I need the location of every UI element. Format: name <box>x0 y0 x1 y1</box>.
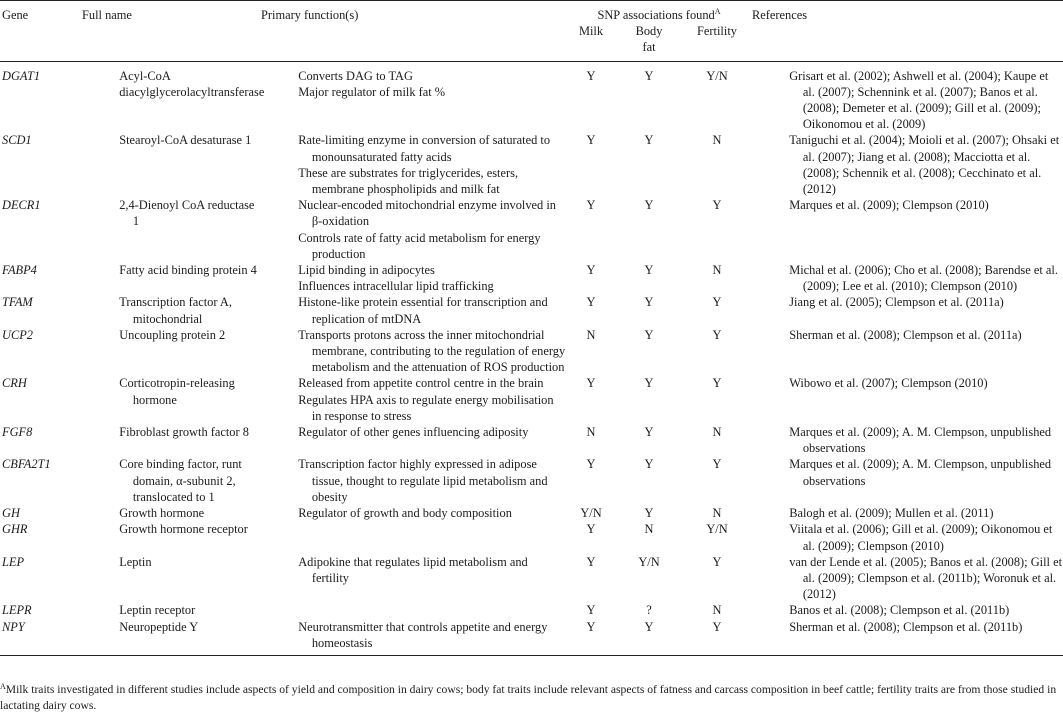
snp-body-fat: Y <box>644 506 654 521</box>
references <box>752 456 1063 505</box>
references-line: Marques et al. (2009); Clempson (2010) <box>789 198 989 213</box>
primary-function-line: Converts DAG to TAG <box>298 68 413 83</box>
primary-function <box>261 61 566 132</box>
gene-full-name-line: Growth hormone receptor <box>119 522 248 537</box>
references <box>752 619 1063 656</box>
table-row <box>0 327 1063 376</box>
primary-function-line: Influences intracellular lipid trafficking <box>298 279 494 294</box>
primary-function <box>261 521 566 553</box>
header-references: References <box>752 8 808 22</box>
references-line: Taniguchi et al. (2004); Moioli et al. (2007); Ohsaki et al. (2007); Jiang et al. (2008); Macciotta et al. (2008); Schennik et al. (2008); Cecchinato et al. (2012) <box>789 133 1060 197</box>
snp-fertility: Y <box>712 619 722 634</box>
primary-function-line: Regulator of other genes influencing adiposity <box>298 425 529 440</box>
gene-full-name-line: Fatty acid binding protein 4 <box>119 263 257 278</box>
gene-full-name <box>82 619 261 656</box>
gene-symbol: UCP2 <box>2 327 33 342</box>
references-line: Viitala et al. (2006); Gill et al. (2009); Oikonomou et al. (2009); Clempson (2010) <box>789 522 1053 553</box>
snp-milk: Y <box>586 295 596 310</box>
snp-fertility: N <box>712 506 722 521</box>
table-row <box>0 197 1063 262</box>
gene-full-name <box>82 132 261 197</box>
snp-fertility: Y/N <box>706 522 728 537</box>
header-body-fat-line1: Body <box>635 24 663 39</box>
references <box>752 61 1063 132</box>
references <box>752 294 1063 326</box>
gene-full-name <box>82 521 261 553</box>
gene-full-name <box>82 294 261 326</box>
references <box>752 327 1063 376</box>
table-row <box>0 456 1063 505</box>
table-row <box>0 262 1063 294</box>
gene-full-name-line: Growth hormone <box>119 506 205 521</box>
table-row <box>0 619 1063 656</box>
references <box>752 602 1063 618</box>
snp-body-fat: ? <box>646 603 652 618</box>
header-snp-footnote-mark: A <box>714 7 721 16</box>
gene-symbol: NPY <box>2 619 25 634</box>
table-row <box>0 505 1063 521</box>
references <box>752 424 1063 456</box>
primary-function-line: Rate-limiting enzyme in conversion of saturated to monounsaturated fatty acids <box>298 133 551 164</box>
snp-body-fat: Y <box>644 133 654 148</box>
primary-function <box>261 554 566 603</box>
primary-function-line: Released from appetite control centre in the brain <box>298 376 544 391</box>
primary-function <box>261 327 566 376</box>
snp-fertility: N <box>712 425 722 440</box>
table-row <box>0 375 1063 424</box>
snp-milk: Y <box>586 522 596 537</box>
primary-function <box>261 197 566 262</box>
gene-symbol: GHR <box>2 522 28 537</box>
gene-full-name-line: Stearoyl-CoA desaturase 1 <box>119 133 252 148</box>
header-milk: Milk <box>578 24 604 39</box>
gene-full-name-line: Transcription factor A, mitochondrial <box>119 295 232 326</box>
gene-full-name-line: 2,4-Dienoyl CoA reductase 1 <box>119 198 255 229</box>
gene-symbol: DGAT1 <box>2 68 41 83</box>
header-fertility: Fertility <box>697 24 737 39</box>
gene-full-name-line: diacylglycerolacyltransferase <box>119 84 265 99</box>
references-line: Marques et al. (2009); A. M. Clempson, unpublished observations <box>789 457 1052 488</box>
primary-function <box>261 424 566 456</box>
gene-symbol: LEPR <box>2 603 32 618</box>
snp-body-fat: Y/N <box>638 554 660 569</box>
primary-function <box>261 619 566 656</box>
references <box>752 375 1063 424</box>
primary-function-line: Neurotransmitter that controls appetite and energy homeostasis <box>298 619 548 650</box>
table-row <box>0 602 1063 618</box>
gene-symbol: TFAM <box>2 295 33 310</box>
snp-fertility: Y <box>712 327 722 342</box>
snp-fertility: Y/N <box>706 68 728 83</box>
primary-function-line: These are substrates for triglycerides, esters, membrane phospholipids and milk fat <box>298 165 519 197</box>
gene-full-name-line: Leptin <box>119 554 152 569</box>
snp-body-fat: Y <box>644 263 654 278</box>
snp-milk: Y <box>586 603 596 618</box>
gene-full-name-line: Core binding factor, runt domain, α-subunit 2, translocated to 1 <box>119 457 242 504</box>
primary-function-line: Regulator of growth and body composition <box>298 506 512 521</box>
gene-full-name-line: Fibroblast growth factor 8 <box>119 425 249 440</box>
gene-full-name-line: Acyl-CoA <box>119 68 171 83</box>
footnote-text: Milk traits investigated in different studies include aspects of yield and composition in dairy cows; body fat traits include relevant aspects of fatness and carcass composition in beef cattle; fertility traits are from those studied in lactating dairy cows. <box>0 683 1057 712</box>
gene-full-name-line: Leptin receptor <box>119 603 196 618</box>
gene-symbol: SCD1 <box>2 133 32 148</box>
table-row <box>0 132 1063 197</box>
table-row <box>0 424 1063 456</box>
snp-milk: Y <box>586 554 596 569</box>
gene-symbol: FABP4 <box>2 263 37 278</box>
table-row <box>0 61 1063 132</box>
references <box>752 262 1063 294</box>
references <box>752 554 1063 603</box>
primary-function <box>261 456 566 505</box>
snp-body-fat: Y <box>644 295 654 310</box>
gene-full-name <box>82 197 261 262</box>
snp-milk: Y <box>586 198 596 213</box>
primary-function <box>261 262 566 294</box>
snp-milk: Y <box>586 376 596 391</box>
gene-full-name <box>82 375 261 424</box>
table-header <box>0 1 1063 62</box>
snp-milk: Y <box>586 133 596 148</box>
gene-full-name-line: Corticotropin-releasing hormone <box>119 376 235 407</box>
gene-symbol: CRH <box>2 376 27 391</box>
table-row <box>0 554 1063 603</box>
gene-full-name <box>82 602 261 618</box>
gene-symbol: GH <box>2 506 20 521</box>
primary-function <box>261 602 566 618</box>
snp-body-fat: Y <box>644 376 654 391</box>
references <box>752 197 1063 262</box>
references-line: van der Lende et al. (2005); Banos et al. (2008); Gill et al. (2009); Clempson et al. (2011b); Woronuk et al. (2012) <box>789 554 1063 602</box>
table-footnote <box>0 682 1063 713</box>
snp-body-fat: N <box>644 522 654 537</box>
primary-function-line: Adipokine that regulates lipid metabolism and fertility <box>298 554 528 585</box>
snp-milk: Y <box>586 68 596 83</box>
header-body-fat-line2: fat <box>642 40 656 55</box>
table-body <box>0 61 1063 655</box>
footnote-mark: A <box>0 682 6 691</box>
gene-full-name <box>82 456 261 505</box>
snp-milk: Y <box>586 619 596 634</box>
primary-function <box>261 375 566 424</box>
gene-full-name <box>82 327 261 376</box>
references-line: Grisart et al. (2002); Ashwell et al. (2004); Kaupe et al. (2007); Schennink et al. (2007); Banos et al. (2008); Demeter et al. (2009); Gill et al. (2009); Oikonomou et al. (2009) <box>789 68 1049 132</box>
references-line: Jiang et al. (2005); Clempson et al. (2011a) <box>789 295 1004 310</box>
primary-function-line: Histone-like protein essential for transcription and replication of mtDNA <box>298 295 548 326</box>
gene-full-name <box>82 424 261 456</box>
gene-full-name-line: Uncoupling protein 2 <box>119 327 226 342</box>
references-line: Wibowo et al. (2007); Clempson (2010) <box>789 376 988 391</box>
primary-function <box>261 505 566 521</box>
snp-fertility: Y <box>712 295 722 310</box>
references-line: Marques et al. (2009); A. M. Clempson, unpublished observations <box>789 425 1052 456</box>
primary-function-line: Transports protons across the inner mitochondrial membrane, contributing to the regulation of energy metabolism and the attenuation of ROS production <box>298 327 566 375</box>
header-body-fat <box>616 23 682 61</box>
primary-function <box>261 294 566 326</box>
header-snp-associations <box>566 1 752 24</box>
table-row <box>0 521 1063 553</box>
gene-symbol: LEP <box>2 554 25 569</box>
snp-fertility: N <box>712 133 722 148</box>
snp-milk: Y <box>586 457 596 472</box>
gene-full-name <box>82 262 261 294</box>
primary-function-line: Regulates HPA axis to regulate energy mobilisation in response to stress <box>298 392 554 423</box>
primary-function-line: Transcription factor highly expressed in adipose tissue, thought to regulate lipid metabolism and obesity <box>298 457 548 504</box>
gene-full-name <box>82 505 261 521</box>
header-primary-function: Primary function(s) <box>261 8 359 22</box>
references <box>752 505 1063 521</box>
primary-function <box>261 132 566 197</box>
header-snp-label: SNP associations found <box>597 8 715 22</box>
snp-body-fat: Y <box>644 619 654 634</box>
snp-fertility: N <box>712 263 722 278</box>
snp-fertility: N <box>712 603 722 618</box>
snp-body-fat: Y <box>644 68 654 83</box>
primary-function-line: Controls rate of fatty acid metabolism for energy production <box>298 230 541 261</box>
references <box>752 521 1063 553</box>
references-line: Sherman et al. (2008); Clempson et al. (2011b) <box>789 619 1023 634</box>
primary-function-line: Lipid binding in adipocytes <box>298 263 435 278</box>
header-gene: Gene <box>2 8 29 22</box>
snp-body-fat: Y <box>644 198 654 213</box>
references-line: Michal et al. (2006); Cho et al. (2008); Barendse et al. (2009); Lee et al. (2010); Clempson (2010) <box>789 263 1058 294</box>
gene-symbol: FGF8 <box>2 425 33 440</box>
snp-fertility: Y <box>712 376 722 391</box>
snp-milk: N <box>586 327 596 342</box>
snp-body-fat: Y <box>644 327 654 342</box>
snp-fertility: Y <box>712 554 722 569</box>
gene-full-name <box>82 61 265 132</box>
snp-milk: Y <box>586 263 596 278</box>
snp-fertility: Y <box>712 457 722 472</box>
header-full-name: Full name <box>82 8 132 22</box>
primary-function-line: Major regulator of milk fat % <box>298 84 446 99</box>
gene-symbol: DECR1 <box>2 198 41 213</box>
gene-symbol: CBFA2T1 <box>2 457 51 472</box>
references-line: Banos et al. (2008); Clempson et al. (2011b) <box>789 603 1010 618</box>
references-line: Balogh et al. (2009); Mullen et al. (2011) <box>789 506 994 521</box>
snp-milk: Y/N <box>580 506 602 521</box>
snp-body-fat: Y <box>644 425 654 440</box>
snp-milk: N <box>586 425 596 440</box>
table-row <box>0 294 1063 326</box>
gene-full-name-line: Neuropeptide Y <box>119 619 199 634</box>
snp-body-fat: Y <box>644 457 654 472</box>
gene-full-name <box>82 554 261 603</box>
snp-fertility: Y <box>712 198 722 213</box>
references <box>752 132 1063 197</box>
primary-function-line: Nuclear-encoded mitochondrial enzyme involved in β-oxidation <box>298 198 556 229</box>
references-line: Sherman et al. (2008); Clempson et al. (2011a) <box>789 327 1022 342</box>
